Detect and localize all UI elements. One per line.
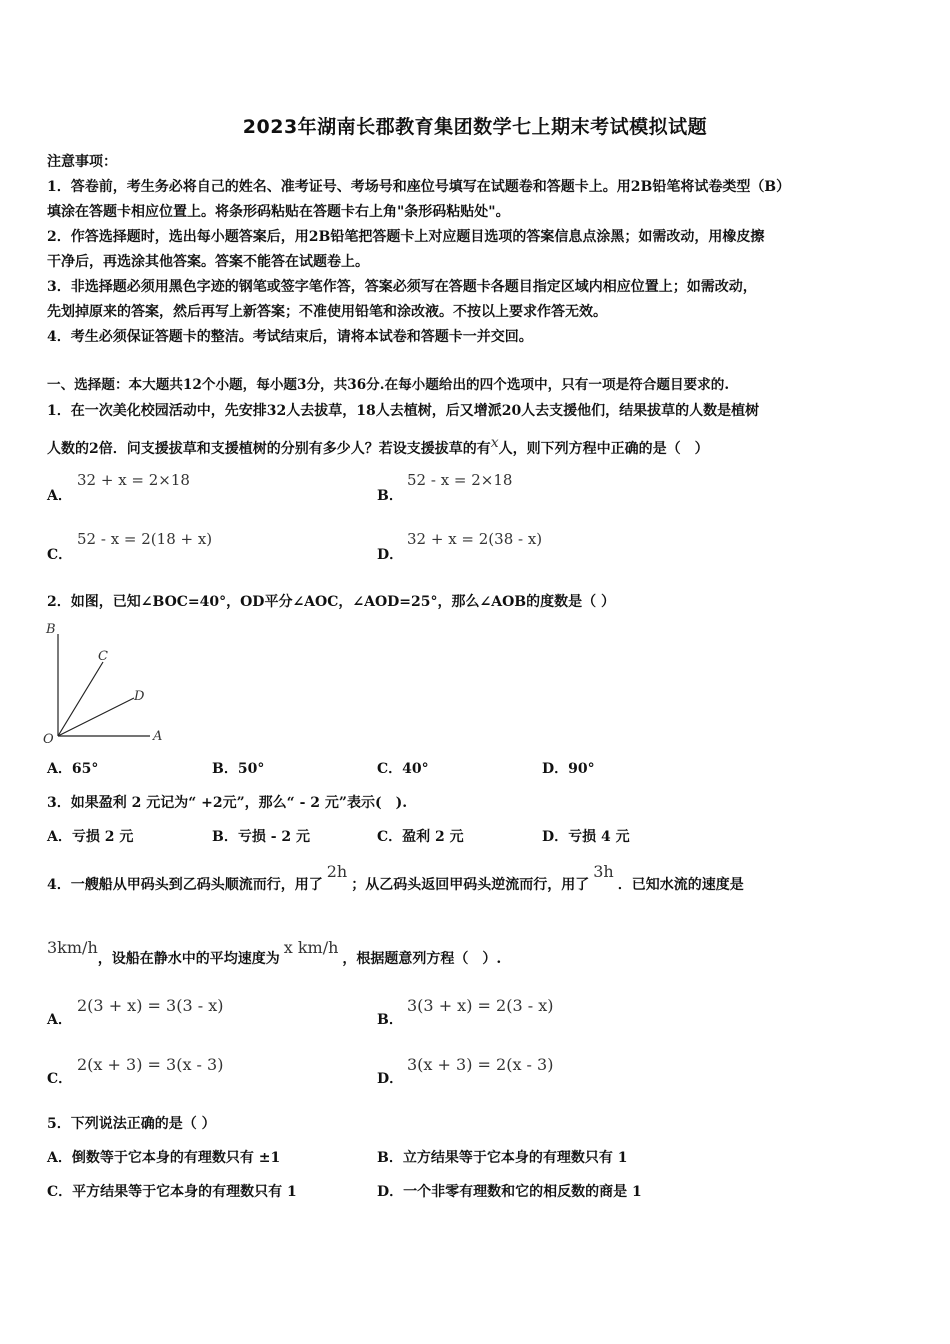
water-speed: 3km/h <box>47 938 98 957</box>
option-a: A．亏损 2 元 <box>47 829 134 845</box>
question-4-text: ．已知水流的速度是 <box>617 877 744 893</box>
label-a: A <box>153 729 163 744</box>
question-5-text: 5．下列说法正确的是（ ） <box>47 1116 216 1132</box>
option-label: D． <box>377 1071 404 1087</box>
option-d: D．亏损 4 元 <box>542 829 630 845</box>
question-2-text: 2．如图，已知∠BOC=40°，OD平分∠AOC，∠AOD=25°，那么∠AOB的度数是（ ） <box>47 594 616 610</box>
option-math: 52 - x = 2×18 <box>407 471 513 489</box>
option-label: A． <box>47 488 72 504</box>
option-c: C．40° <box>377 761 429 777</box>
option-b: B．50° <box>212 761 265 777</box>
option-c: C．平方结果等于它本身的有理数只有 1 <box>47 1184 297 1200</box>
option-d: D．90° <box>542 761 595 777</box>
label-c: C <box>98 649 108 664</box>
option-math: 2(x + 3) = 3(x - 3) <box>77 1055 224 1074</box>
notice-line: 1．答卷前，考生务必将自己的姓名、准考证号、考场号和座位号填写在试题卷和答题卡上。用2B铅笔将试卷类型（B） <box>47 179 791 195</box>
label-o: O <box>43 732 54 747</box>
option-label: B． <box>377 1012 403 1028</box>
question-4-text: ；从乙码头返回甲码头逆流而行，用了 <box>351 877 590 893</box>
question-4-text: 4．一艘船从甲码头到乙码头顺流而行，用了 <box>47 877 323 893</box>
option-label: C． <box>47 1071 73 1087</box>
question-1-text-b: 人，则下列方程中正确的是（ ） <box>498 441 709 457</box>
option-math: 52 - x = 2(18 + x) <box>77 530 213 548</box>
option-label: C． <box>47 547 73 563</box>
option-label: B． <box>377 488 403 504</box>
time-upstream: 3h <box>593 862 614 881</box>
page-title: 2023年湖南长郡教育集团数学七上期末考试模拟试题 <box>242 116 708 138</box>
label-b: B <box>46 622 56 637</box>
notice-line: 干净后，再选涂其他答案。答案不能答在试题卷上。 <box>47 254 369 270</box>
angle-figure <box>38 618 178 748</box>
option-math: 32 + x = 2(38 - x) <box>407 530 543 548</box>
label-d: D <box>134 689 145 704</box>
option-math: 2(3 + x) = 3(3 - x) <box>77 996 224 1015</box>
question-4-line1 <box>47 862 744 897</box>
option-label: D． <box>377 547 404 563</box>
option-math: 3(x + 3) = 2(x - 3) <box>407 1055 554 1074</box>
notice-line: 先划掉原来的答案，然后再写上新答案；不准使用铅笔和涂改液。不按以上要求作答无效。 <box>47 304 607 320</box>
notice-line: 3．非选择题必须用黑色字迹的钢笔或签字笔作答，答案必须写在答题卡各题目指定区域内相应位置上；如需改动， <box>47 279 757 295</box>
option-d: D．一个非零有理数和它的相反数的商是 1 <box>377 1184 642 1200</box>
question-4-text: ，设船在静水中的平均速度为 <box>97 951 280 967</box>
option-a: A．倒数等于它本身的有理数只有 ±1 <box>47 1150 281 1166</box>
question-3-text: 3．如果盈利 2 元记为“ +2元”，那么“ - 2 元”表示( ). <box>47 795 408 811</box>
notice-line: 4．考生必须保证答题卡的整洁。考试结束后，请将本试卷和答题卡一并交回。 <box>47 329 533 345</box>
question-1-text-a: 人数的2倍．问支援拔草和支援植树的分别有多少人？若设支援拔草的有 <box>47 441 491 457</box>
question-1-variable: x <box>490 435 499 451</box>
option-a: A．65° <box>47 761 99 777</box>
notice-heading: 注意事项： <box>47 154 117 170</box>
question-1-line1: 1．在一次美化校园活动中，先安排32人去拔草，18人去植树，后又增派20人去支援他们，结果拔草的人数是植树 <box>47 403 760 419</box>
question-4-line2 <box>47 938 502 971</box>
option-math: 3(3 + x) = 2(3 - x) <box>407 996 554 1015</box>
option-b: B．亏损 - 2 元 <box>212 829 311 845</box>
time-downstream: 2h <box>326 862 348 881</box>
notice-line: 填涂在答题卡相应位置上。将条形码粘贴在答题卡右上角"条形码粘贴处"。 <box>47 204 510 220</box>
question-1-line2 <box>47 437 709 461</box>
option-math: 32 + x = 2×18 <box>77 471 190 489</box>
section-heading: 一、选择题：本大题共12个小题，每小题3分，共36分.在每小题给出的四个选项中，只有一项是符合题目要求的. <box>47 377 730 393</box>
option-c: C．盈利 2 元 <box>377 829 464 845</box>
option-b: B．立方结果等于它本身的有理数只有 1 <box>377 1150 628 1166</box>
option-label: A． <box>47 1012 72 1028</box>
notice-line: 2．作答选择题时，选出每小题答案后，用2B铅笔把答题卡上对应题目选项的答案信息点涂黑；如需改动，用橡皮擦 <box>47 229 765 245</box>
boat-speed: x km/h <box>283 938 339 957</box>
question-4-text: ，根据题意列方程（ ）. <box>342 951 502 967</box>
